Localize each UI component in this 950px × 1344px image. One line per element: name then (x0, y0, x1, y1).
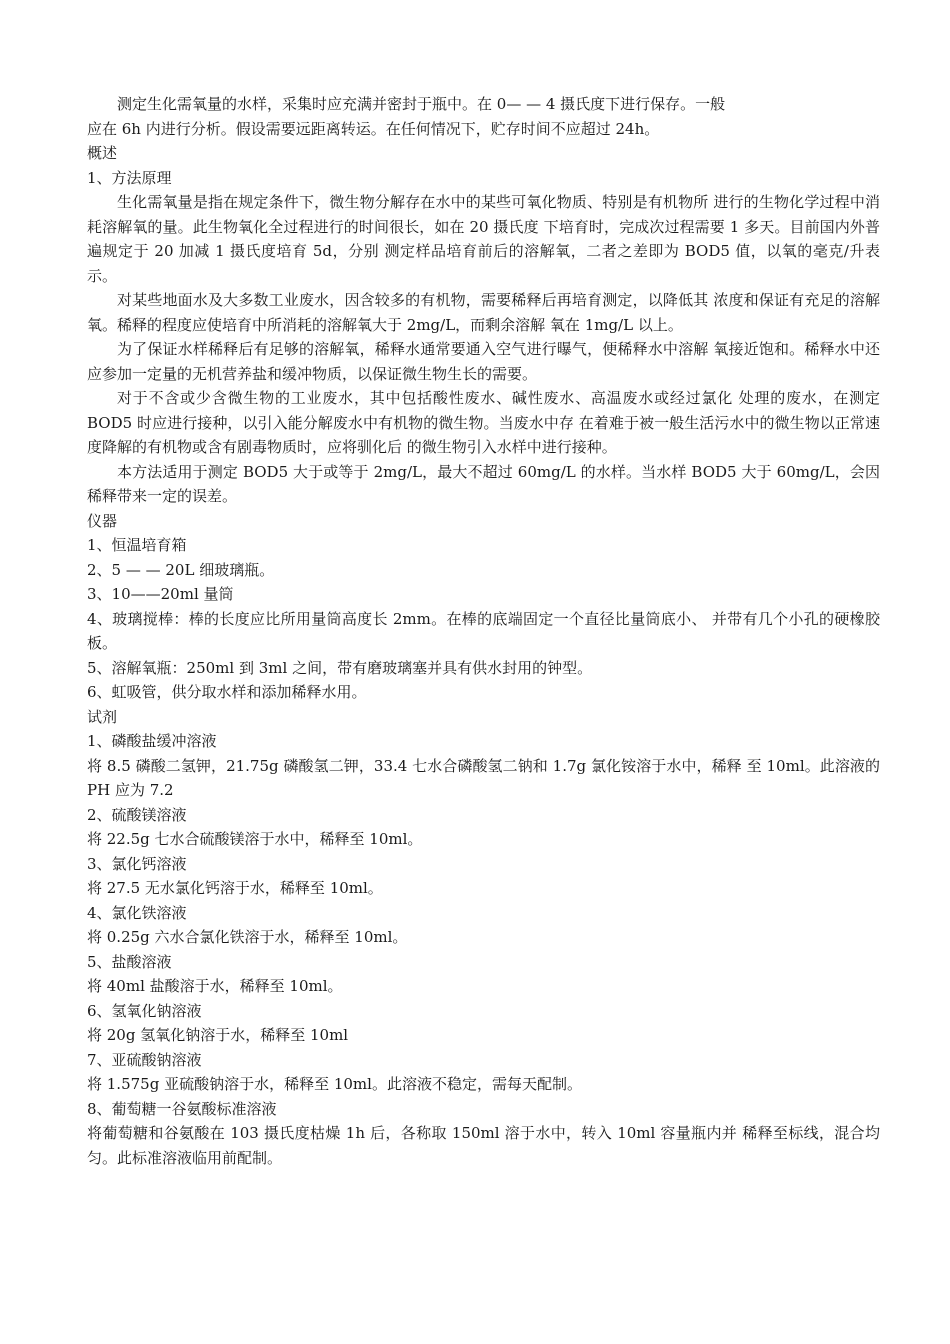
reagent-title: 7、亚硫酸钠溶液 (87, 1050, 202, 1069)
instrument-item: 2、5 — — 20L 细玻璃瓶。 (87, 560, 275, 579)
reagent-title: 2、硫酸镁溶液 (87, 805, 187, 824)
reagent-text: 将 1.575g 亚硫酸钠溶于水，稀释至 10ml。此溶液不稳定，需每天配制。 (87, 1075, 582, 1093)
reagent-text: 将 22.5g 七水合硫酸镁溶于水中，稀释至 10ml。 (87, 830, 423, 848)
instrument-item: 6、虹吸管，供分取水样和添加稀释水用。 (87, 683, 367, 701)
instrument-item: 3、10——20ml 量筒 (87, 585, 234, 603)
reagent-text: 将 0.25g 六水合氯化铁溶于水，稀释至 10ml。 (87, 928, 408, 946)
intro-line-1: 测定生化需氧量的水样，采集时应充满并密封于瓶中。在 0— — 4 摄氏度下进行保存。一般 (117, 95, 726, 113)
principle-paragraph-5: 本方法适用于测定 BOD5 大于或等于 2mg/L，最大不超过 60mg/L 的水样。当水样 BOD5 大于 60mg/L，会因稀释带来一定的误差。 (87, 462, 880, 505)
document-body (87, 92, 880, 1170)
reagent-text: 将葡萄糖和谷氨酸在 103 摄氏度枯燥 1h 后，各称取 150ml 溶于水中，转入 10ml 容量瓶内并 稀释至标线，混合均匀。此标准溶液临用前配制。 (87, 1124, 880, 1167)
instrument-item: 5、溶解氧瓶：250ml 到 3ml 之间，带有磨玻璃塞并具有供水封用的钟型。 (87, 658, 593, 677)
reagent-title: 1、磷酸盐缓冲溶液 (87, 732, 217, 750)
intro-line-2: 应在 6h 内进行分析。假设需要远距离转运。在任何情况下，贮存时间不应超过 24h。 (87, 119, 660, 138)
reagent-text: 将 40ml 盐酸溶于水，稀释至 10ml。 (87, 977, 343, 995)
principle-paragraph-4: 对于不含或少含微生物的工业废水，其中包括酸性废水、碱性废水、高温废水或经过氯化 处理的废水，在测定 BOD5 时应进行接种，以引入能分解废水中有机物的微生物。当废水中存 在着难于被一般生活污水中的微生物以正常速度降解的有机物或含有剧毒物质时，应将驯化后 的微生物引入水样中进行接种。 (87, 389, 880, 456)
principle-paragraph-3: 为了保证水样稀释后有足够的溶解氧，稀释水通常要通入空气进行曝气，便稀释水中溶解 氧接近饱和。稀释水中还应参加一定量的无机营养盐和缓冲物质，以保证微生物生长的需要。 (87, 340, 880, 383)
subsection-heading-principle: 1、方法原理 (87, 168, 172, 187)
reagent-title: 6、氢氧化钠溶液 (87, 1001, 202, 1020)
reagent-title: 4、氯化铁溶液 (87, 903, 187, 922)
reagent-title: 5、盐酸溶液 (87, 952, 172, 971)
reagent-text: 将 20g 氢氧化钠溶于水，稀释至 10ml (87, 1026, 349, 1044)
principle-paragraph-1: 生化需氧量是指在规定条件下，微生物分解存在水中的某些可氧化物质、特别是有机物所 进行的生物化学过程中消耗溶解氧的量。此生物氧化全过程进行的时间很长，如在 20 摄氏度 下培育时，完成次过程需要 1 多天。目前国内外普遍规定于 20 加减 1 摄氏度培育 5d，分别 测定样品培育前后的溶解氧，二者之差即为 BOD5 值，以氧的毫克/升表示。 (87, 193, 880, 285)
section-heading-reagents: 试剂 (87, 707, 118, 726)
reagent-title: 8、葡萄糖一谷氨酸标准溶液 (87, 1099, 277, 1118)
principle-paragraph-2: 对某些地面水及大多数工业废水，因含较多的有机物，需要稀释后再培育测定，以降低其 浓度和保证有充足的溶解氧。稀释的程度应使培育中所消耗的溶解氧大于 2mg/L，而剩余溶解 氧在 1mg/L 以上。 (87, 291, 880, 334)
section-heading-overview: 概述 (87, 144, 118, 162)
reagent-text: 将 8.5 磷酸二氢钾，21.75g 磷酸氢二钾，33.4 七水合磷酸氢二钠和 1.7g 氯化铵溶于水中，稀释 至 10ml。此溶液的 PH 应为 7.2 (87, 756, 880, 799)
instrument-item: 1、恒温培育箱 (87, 536, 187, 554)
section-heading-instruments: 仪器 (87, 511, 118, 530)
reagent-title: 3、氯化钙溶液 (87, 854, 187, 873)
instrument-item: 4、玻璃搅棒：棒的长度应比所用量筒高度长 2mm。在棒的底端固定一个直径比量筒底小、 并带有几个小孔的硬橡胶板。 (87, 609, 880, 652)
reagent-text: 将 27.5 无水氯化钙溶于水，稀释至 10ml。 (87, 879, 383, 897)
